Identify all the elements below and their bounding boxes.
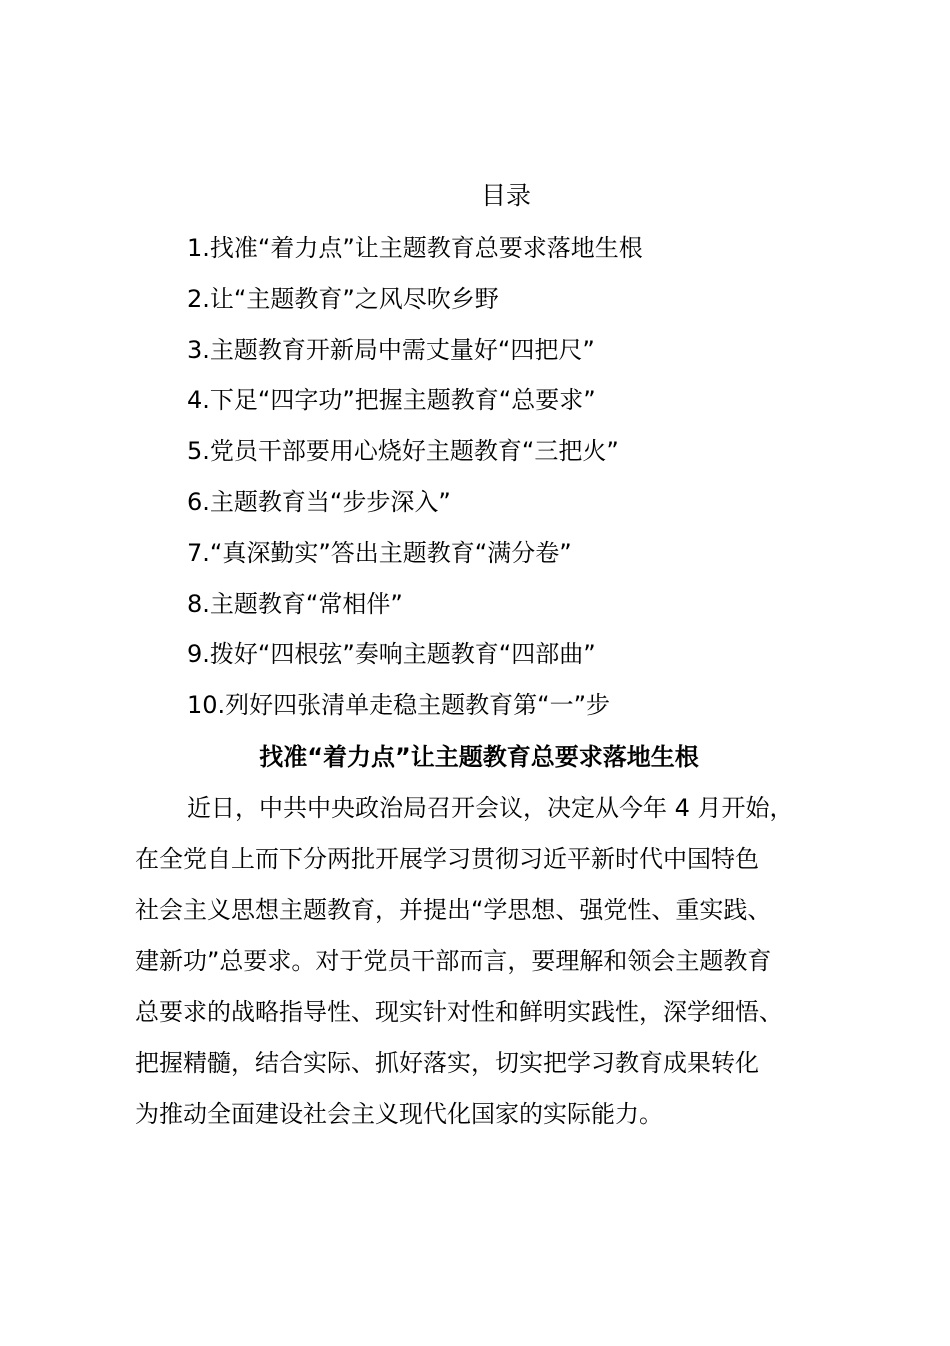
toc-title: 目录 [480,181,531,210]
body-line: 为推动全面建设社会主义现代化国家的实际能力。 [135,1100,663,1128]
toc-item: 1.找准“着力点”让主题教育总要求落地生根 [187,234,643,262]
body-line: 在全党自上而下分两批开展学习贯彻习近平新时代中国特色 [135,845,759,873]
toc-item: 8.主题教育“常相伴” [187,589,403,618]
body-line: 社会主义思想主题教育，并提出“学思想、强党性、重实践、 [135,896,772,924]
toc-item: 7.“真深勤实”答出主题教育“满分卷” [187,538,572,567]
toc-item: 2.让“主题教育”之风尽吹乡野 [187,284,499,313]
toc-item: 6.主题教育当“步步深入” [187,487,451,516]
toc-item: 9.拨好“四根弦”奏响主题教育“四部曲” [187,640,596,669]
body-line: 总要求的战略指导性、现实针对性和鲜明实践性，深学细悟、 [135,998,783,1026]
toc-list [187,228,643,736]
toc-item: 5.党员干部要用心烧好主题教育“三把火” [187,437,619,466]
body-paragraph [135,787,855,1144]
body-line: 近日，中共中央政治局召开会议，决定从今年 4 月开始， [187,794,794,822]
body-line: 建新功”总要求。对于党员干部而言，要理解和领会主题教育 [135,947,772,975]
section-heading: 找准“着力点”让主题教育总要求落地生根 [259,743,699,771]
toc-item: 10.列好四张清单走稳主题教育第“一”步 [187,691,611,720]
toc-item: 4.下足“四字功”把握主题教育“总要求” [187,386,596,415]
body-line: 把握精髓，结合实际、抓好落实，切实把学习教育成果转化 [135,1049,759,1077]
toc-item: 3.主题教育开新局中需丈量好“四把尺” [187,335,595,364]
